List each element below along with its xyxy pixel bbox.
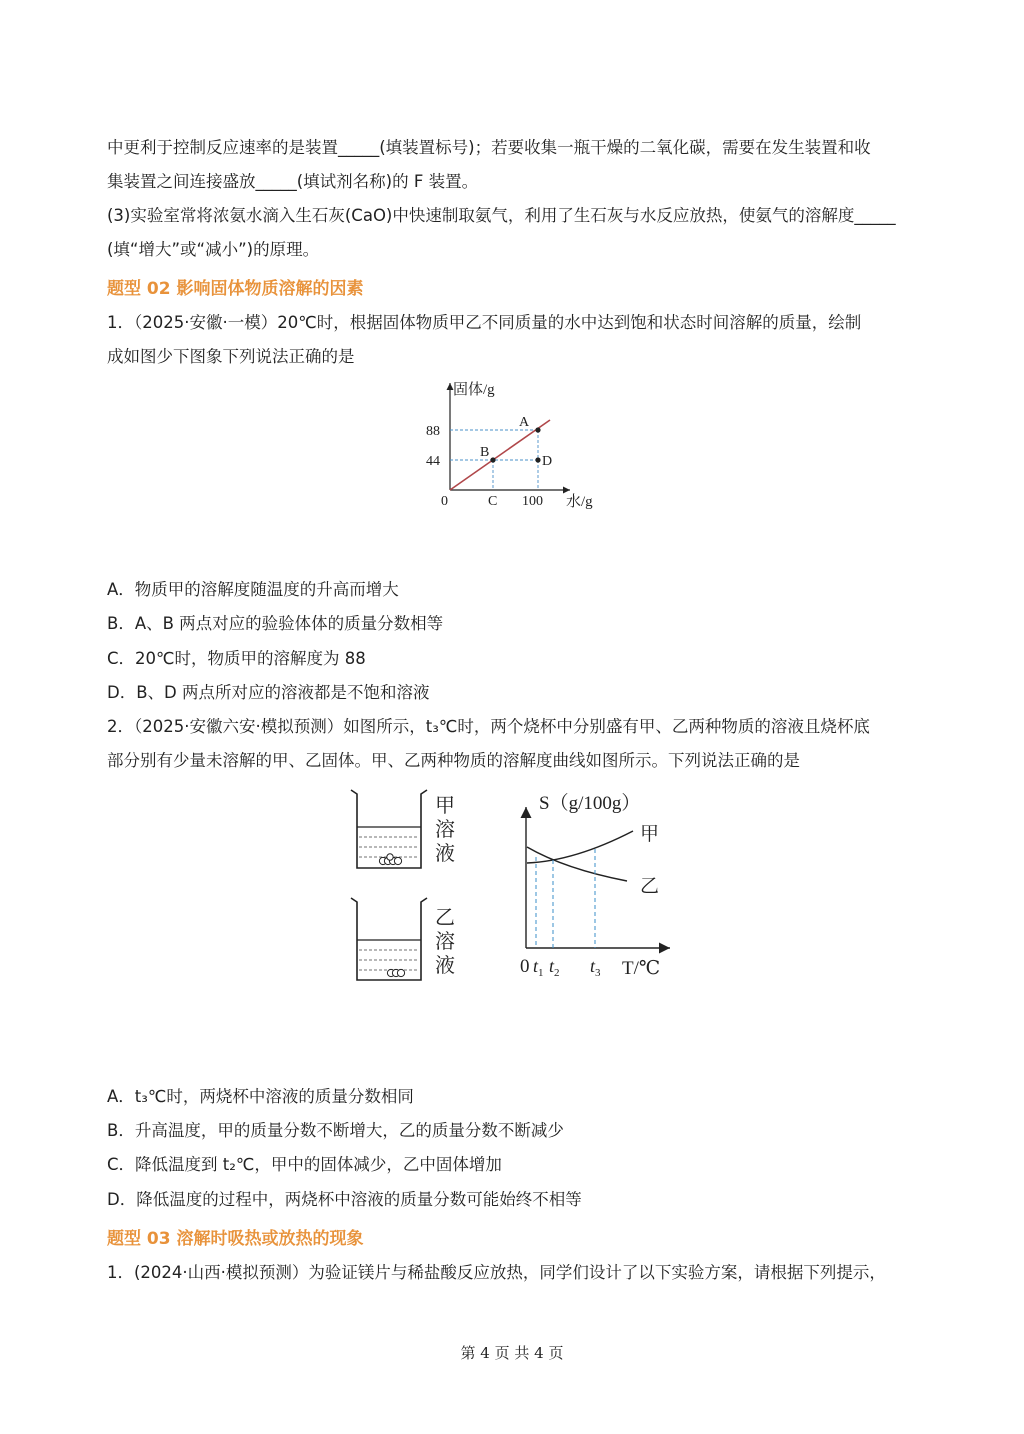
q1-option-a: A．物质甲的溶解度随温度的升高而增大 (107, 580, 399, 599)
q2-x-tick-t3: $t_3$ (590, 956, 601, 979)
q2-chart (505, 785, 685, 985)
q2-option-d: D．降低温度的过程中，两烧杯中溶液的质量分数可能始终不相等 (107, 1190, 582, 1209)
q1-chart (420, 375, 620, 515)
beaker-2 (351, 898, 427, 980)
beaker-1-label-2: 溶 (435, 819, 455, 841)
intro-line-2: 集装置之间连接盛放_____(填试剂名称)的 F 装置。 (107, 172, 479, 191)
q1-option-d: D．B、D 两点所对应的溶液都是不饱和溶液 (107, 683, 430, 702)
q1-point-b-label: B (480, 445, 490, 460)
beaker-1-label-3: 液 (435, 843, 455, 865)
section-02-title: 题型 02 影响固体物质溶解的因素 (107, 279, 364, 299)
q1-point-b (490, 457, 495, 462)
q2-series-yi (527, 847, 627, 881)
q2-ylabel: S（g/100g） (539, 793, 641, 814)
beaker-1-label-1: 甲 (435, 795, 455, 817)
q2-x-tick-t2: $t_2$ (549, 956, 560, 979)
intro-line-4: (填“增大”或“减小”)的原理。 (107, 240, 320, 259)
q1-point-d-label: D (542, 454, 553, 469)
beaker-2-label-1: 乙 (435, 907, 455, 929)
s3-q1-stem-line-1: 1．(2024·山西·模拟预测）为验证镁片与稀盐酸反应放热，同学们设计了以下实验方案，请根据下列提示， (107, 1263, 886, 1282)
q2-xlabel: T/℃ (622, 958, 661, 979)
q1-origin: 0 (441, 494, 448, 509)
q2-origin: 0 (520, 956, 530, 977)
q1-point-a-label: A (519, 415, 530, 430)
q2-option-c: C．降低温度到 t₂℃，甲中的固体减少，乙中固体增加 (107, 1155, 502, 1174)
q1-option-c: C．20℃时，物质甲的溶解度为 88 (107, 649, 366, 668)
beaker-2-label-2: 溶 (435, 931, 455, 953)
section-03-title: 题型 03 溶解时吸热或放热的现象 (107, 1229, 364, 1249)
intro-line-3: (3)实验室常将浓氨水滴入生石灰(CaO)中快速制取氨气，利用了生石灰与水反应放热，使氨气的溶解度_____ (107, 206, 896, 225)
q1-point-a (535, 427, 540, 432)
q2-x-tick-t1: $t_1$ (533, 956, 544, 979)
q1-y-tick-44: 44 (426, 454, 440, 469)
q1-xlabel: 水/g (566, 494, 593, 510)
q1-stem-line-2: 成如图少下图象下列说法正确的是 (107, 347, 355, 366)
q1-option-b: B．A、B 两点对应的验验体体的质量分数相等 (107, 614, 444, 633)
q2-series-yi-label: 乙 (640, 876, 660, 897)
q1-stem-line-1: 1．（2025·安徽·一模）20℃时，根据固体物质甲乙不同质量的水中达到饱和状态时间溶解的质量，绘制 (107, 313, 862, 332)
intro-line-1: 中更利于控制反应速率的是装置_____(填装置标号)；若要收集一瓶干燥的二氧化碳，需要在发生装置和收 (107, 138, 871, 157)
q1-x-tick-c: C (488, 494, 498, 509)
q2-option-b: B．升高温度，甲的质量分数不断增大，乙的质量分数不断减少 (107, 1121, 564, 1140)
q2-option-a: A．t₃℃时，两烧杯中溶液的质量分数相同 (107, 1087, 414, 1106)
beaker-2-label-3: 液 (435, 955, 455, 977)
q1-series-line (450, 420, 553, 490)
q1-y-tick-88: 88 (426, 424, 440, 439)
q1-ylabel: 固体/g (453, 382, 495, 398)
q2-series-jia-label: 甲 (640, 824, 660, 845)
page-footer: 第 4 页 共 4 页 (460, 1344, 564, 1362)
beaker-1 (351, 790, 427, 868)
q2-stem-line-2: 部分别有少量未溶解的甲、乙固体。甲、乙两种物质的溶解度曲线如图所示。下列说法正确的是 (107, 751, 800, 770)
q2-stem-line-1: 2．（2025·安徽六安·模拟预测）如图所示，t₃℃时，两个烧杯中分别盛有甲、乙两种物质的溶液且烧杯底 (107, 717, 870, 736)
q1-point-d (535, 457, 540, 462)
q1-x-tick-100: 100 (522, 494, 543, 509)
q2-series-jia (527, 831, 633, 863)
q2-beakers-figure (345, 782, 475, 992)
